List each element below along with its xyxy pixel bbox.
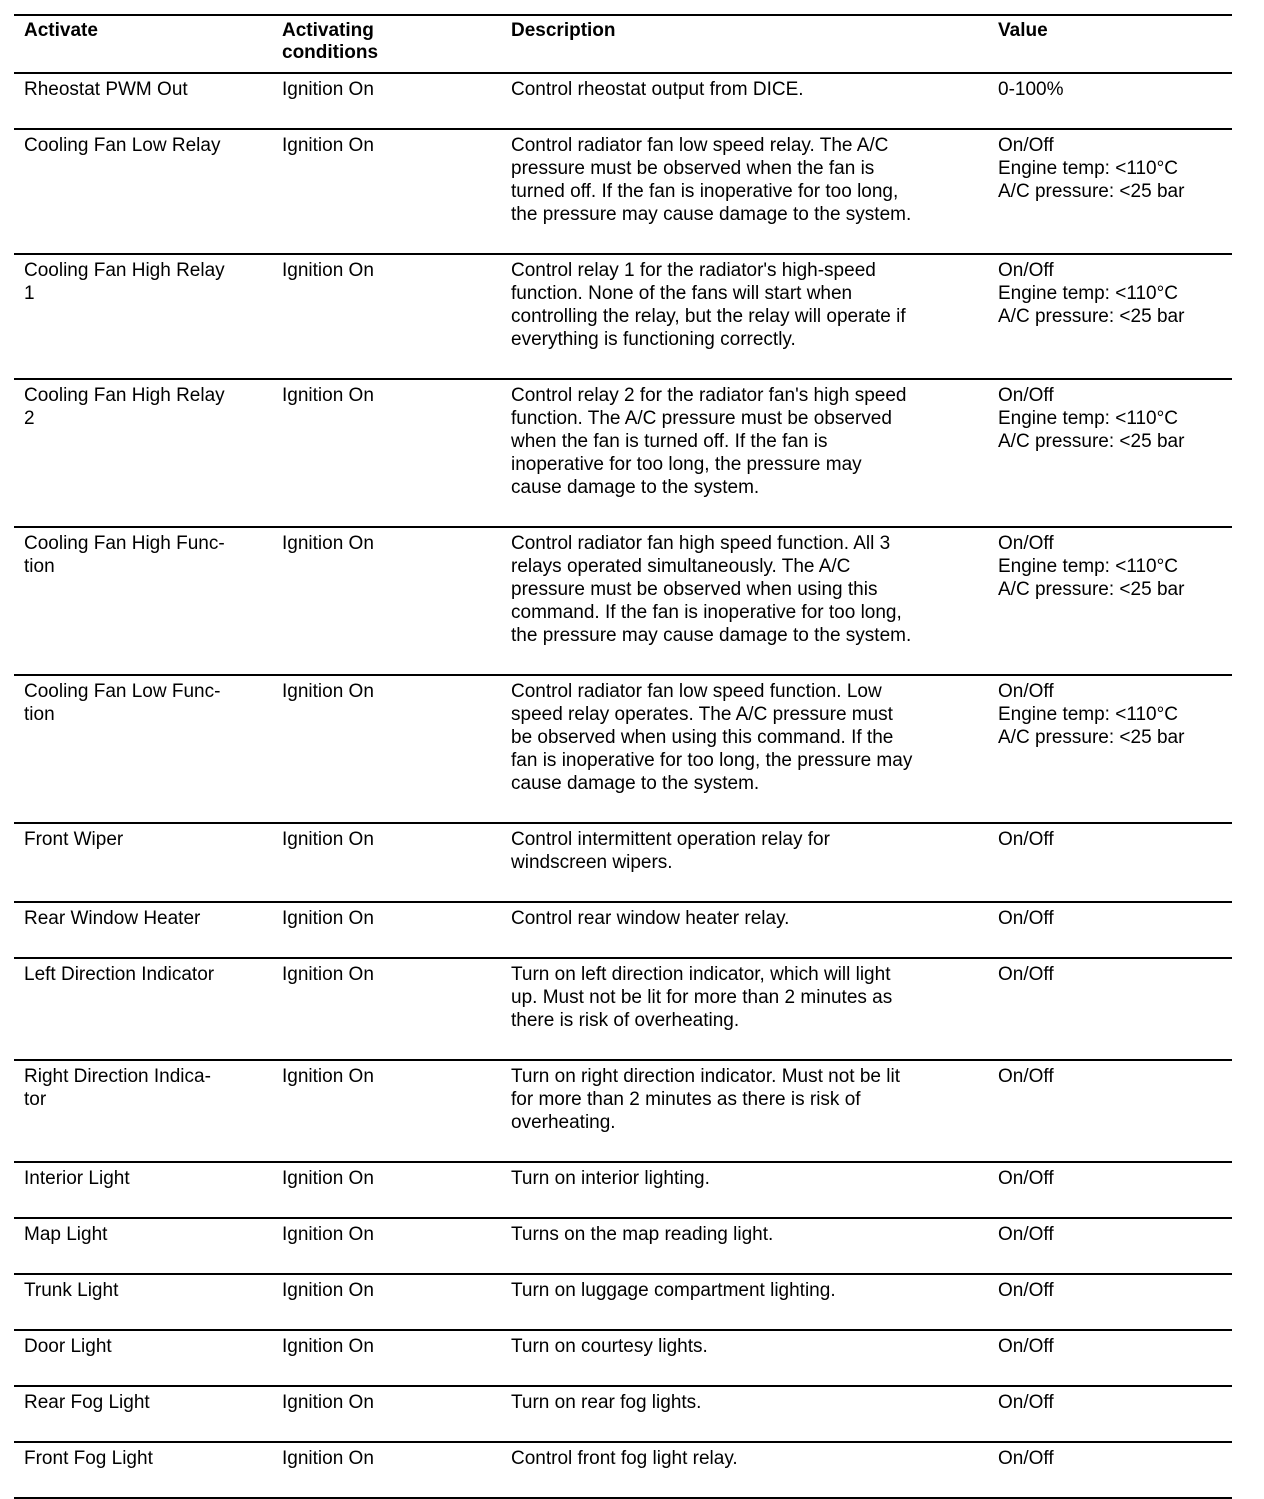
table-row bbox=[14, 528, 1232, 676]
cell-activating-conditions: Ignition On bbox=[282, 1066, 374, 1087]
table-row bbox=[14, 1163, 1232, 1219]
cell-value: On/Off bbox=[998, 1392, 1054, 1413]
cell-activate: Map Light bbox=[24, 1224, 108, 1245]
cell-activate: Interior Light bbox=[24, 1168, 130, 1189]
cell-activate: Cooling Fan Low Relay bbox=[24, 135, 221, 156]
table-row bbox=[14, 1219, 1232, 1275]
cell-description: Turn on courtesy lights. bbox=[511, 1336, 708, 1357]
table-row bbox=[14, 903, 1232, 959]
cell-activating-conditions: Ignition On bbox=[282, 681, 374, 702]
table-row bbox=[14, 676, 1232, 824]
cell-activating-conditions: Ignition On bbox=[282, 79, 374, 100]
cell-value: On/Off bbox=[998, 829, 1054, 850]
cell-activate: Trunk Light bbox=[24, 1280, 119, 1301]
cell-value: On/Off Engine temp: <110°C A/C pressure: <25 bar bbox=[998, 135, 1185, 202]
table-row bbox=[14, 1443, 1232, 1499]
cell-description: Control intermittent operation relay for windscreen wipers. bbox=[511, 829, 830, 873]
table-row bbox=[14, 130, 1232, 255]
table-row bbox=[14, 1275, 1232, 1331]
header-activate: Activate bbox=[24, 20, 98, 41]
table-body bbox=[14, 74, 1232, 1499]
cell-value: On/Off bbox=[998, 964, 1054, 985]
cell-value: On/Off Engine temp: <110°C A/C pressure: <25 bar bbox=[998, 260, 1185, 327]
header-activating-conditions: Activating conditions bbox=[282, 20, 379, 63]
cell-activate: Cooling Fan High Relay 2 bbox=[24, 385, 225, 429]
cell-activate: Cooling Fan Low Func- tion bbox=[24, 681, 221, 725]
table-row bbox=[14, 824, 1232, 903]
cell-activating-conditions: Ignition On bbox=[282, 533, 374, 554]
cell-activating-conditions: Ignition On bbox=[282, 829, 374, 850]
cell-value: On/Off bbox=[998, 1066, 1054, 1087]
cell-description: Control radiator fan low speed relay. The A/C pressure must be observed when the fan is turned off. If the fan is inoperative for too long, the pressure may cause damage to the system. bbox=[511, 135, 912, 225]
cell-description: Turn on luggage compartment lighting. bbox=[511, 1280, 836, 1301]
header-value: Value bbox=[998, 20, 1048, 41]
cell-description: Turn on left direction indicator, which will light up. Must not be lit for more than 2 minutes as there is risk of overheating. bbox=[511, 964, 893, 1031]
table-row bbox=[14, 74, 1232, 130]
cell-activate: Rheostat PWM Out bbox=[24, 79, 188, 100]
cell-value: 0-100% bbox=[998, 79, 1064, 100]
cell-value: On/Off bbox=[998, 1224, 1054, 1245]
table-header-row bbox=[14, 14, 1232, 74]
activation-table bbox=[14, 14, 1232, 1499]
header-description: Description bbox=[511, 20, 616, 41]
cell-description: Control rear window heater relay. bbox=[511, 908, 790, 929]
table-row bbox=[14, 380, 1232, 528]
cell-value: On/Off bbox=[998, 908, 1054, 929]
cell-activate: Front Fog Light bbox=[24, 1448, 153, 1469]
cell-activating-conditions: Ignition On bbox=[282, 1280, 374, 1301]
cell-value: On/Off Engine temp: <110°C A/C pressure: <25 bar bbox=[998, 681, 1185, 748]
cell-activating-conditions: Ignition On bbox=[282, 385, 374, 406]
cell-activate: Left Direction Indicator bbox=[24, 964, 215, 985]
cell-activate: Front Wiper bbox=[24, 829, 124, 850]
cell-activate: Rear Fog Light bbox=[24, 1392, 150, 1413]
cell-value: On/Off bbox=[998, 1336, 1054, 1357]
cell-value: On/Off bbox=[998, 1168, 1054, 1189]
cell-value: On/Off bbox=[998, 1280, 1054, 1301]
cell-description: Control relay 2 for the radiator fan's high speed function. The A/C pressure must be observed when the fan is turned off. If the fan is inoperative for too long, the pressure may cause damage to the system. bbox=[511, 385, 907, 498]
table-row bbox=[14, 1387, 1232, 1443]
table-row bbox=[14, 1331, 1232, 1387]
table-row bbox=[14, 255, 1232, 380]
cell-description: Control radiator fan high speed function. All 3 relays operated simultaneously. The A/C pressure must be observed when using this command. If the fan is inoperative for too long, the pressure may cause damage to the system. bbox=[511, 533, 912, 646]
cell-description: Turns on the map reading light. bbox=[511, 1224, 774, 1245]
cell-activating-conditions: Ignition On bbox=[282, 1392, 374, 1413]
cell-activate: Door Light bbox=[24, 1336, 112, 1357]
cell-description: Control rheostat output from DICE. bbox=[511, 79, 804, 100]
cell-activating-conditions: Ignition On bbox=[282, 1448, 374, 1469]
cell-description: Turn on rear fog lights. bbox=[511, 1392, 702, 1413]
cell-activating-conditions: Ignition On bbox=[282, 260, 374, 281]
cell-activating-conditions: Ignition On bbox=[282, 135, 374, 156]
cell-activating-conditions: Ignition On bbox=[282, 1224, 374, 1245]
cell-activating-conditions: Ignition On bbox=[282, 1336, 374, 1357]
cell-activating-conditions: Ignition On bbox=[282, 908, 374, 929]
cell-value: On/Off Engine temp: <110°C A/C pressure: <25 bar bbox=[998, 385, 1185, 452]
cell-value: On/Off Engine temp: <110°C A/C pressure: <25 bar bbox=[998, 533, 1185, 600]
cell-activating-conditions: Ignition On bbox=[282, 1168, 374, 1189]
cell-activate: Right Direction Indica- tor bbox=[24, 1066, 211, 1110]
cell-description: Turn on right direction indicator. Must not be lit for more than 2 minutes as there is risk of overheating. bbox=[511, 1066, 900, 1133]
table-row bbox=[14, 959, 1232, 1061]
cell-description: Control relay 1 for the radiator's high-speed function. None of the fans will start when controlling the relay, but the relay will operate if everything is functioning correctly. bbox=[511, 260, 906, 350]
cell-activate: Cooling Fan High Func- tion bbox=[24, 533, 225, 577]
table-row bbox=[14, 1061, 1232, 1163]
cell-activate: Cooling Fan High Relay 1 bbox=[24, 260, 225, 304]
cell-activating-conditions: Ignition On bbox=[282, 964, 374, 985]
cell-description: Control front fog light relay. bbox=[511, 1448, 738, 1469]
cell-description: Turn on interior lighting. bbox=[511, 1168, 710, 1189]
cell-description: Control radiator fan low speed function. Low speed relay operates. The A/C pressure must be observed when using this command. If the fan is inoperative for too long, the pressure may cause damage to the system. bbox=[511, 681, 913, 794]
cell-activate: Rear Window Heater bbox=[24, 908, 201, 929]
cell-value: On/Off bbox=[998, 1448, 1054, 1469]
